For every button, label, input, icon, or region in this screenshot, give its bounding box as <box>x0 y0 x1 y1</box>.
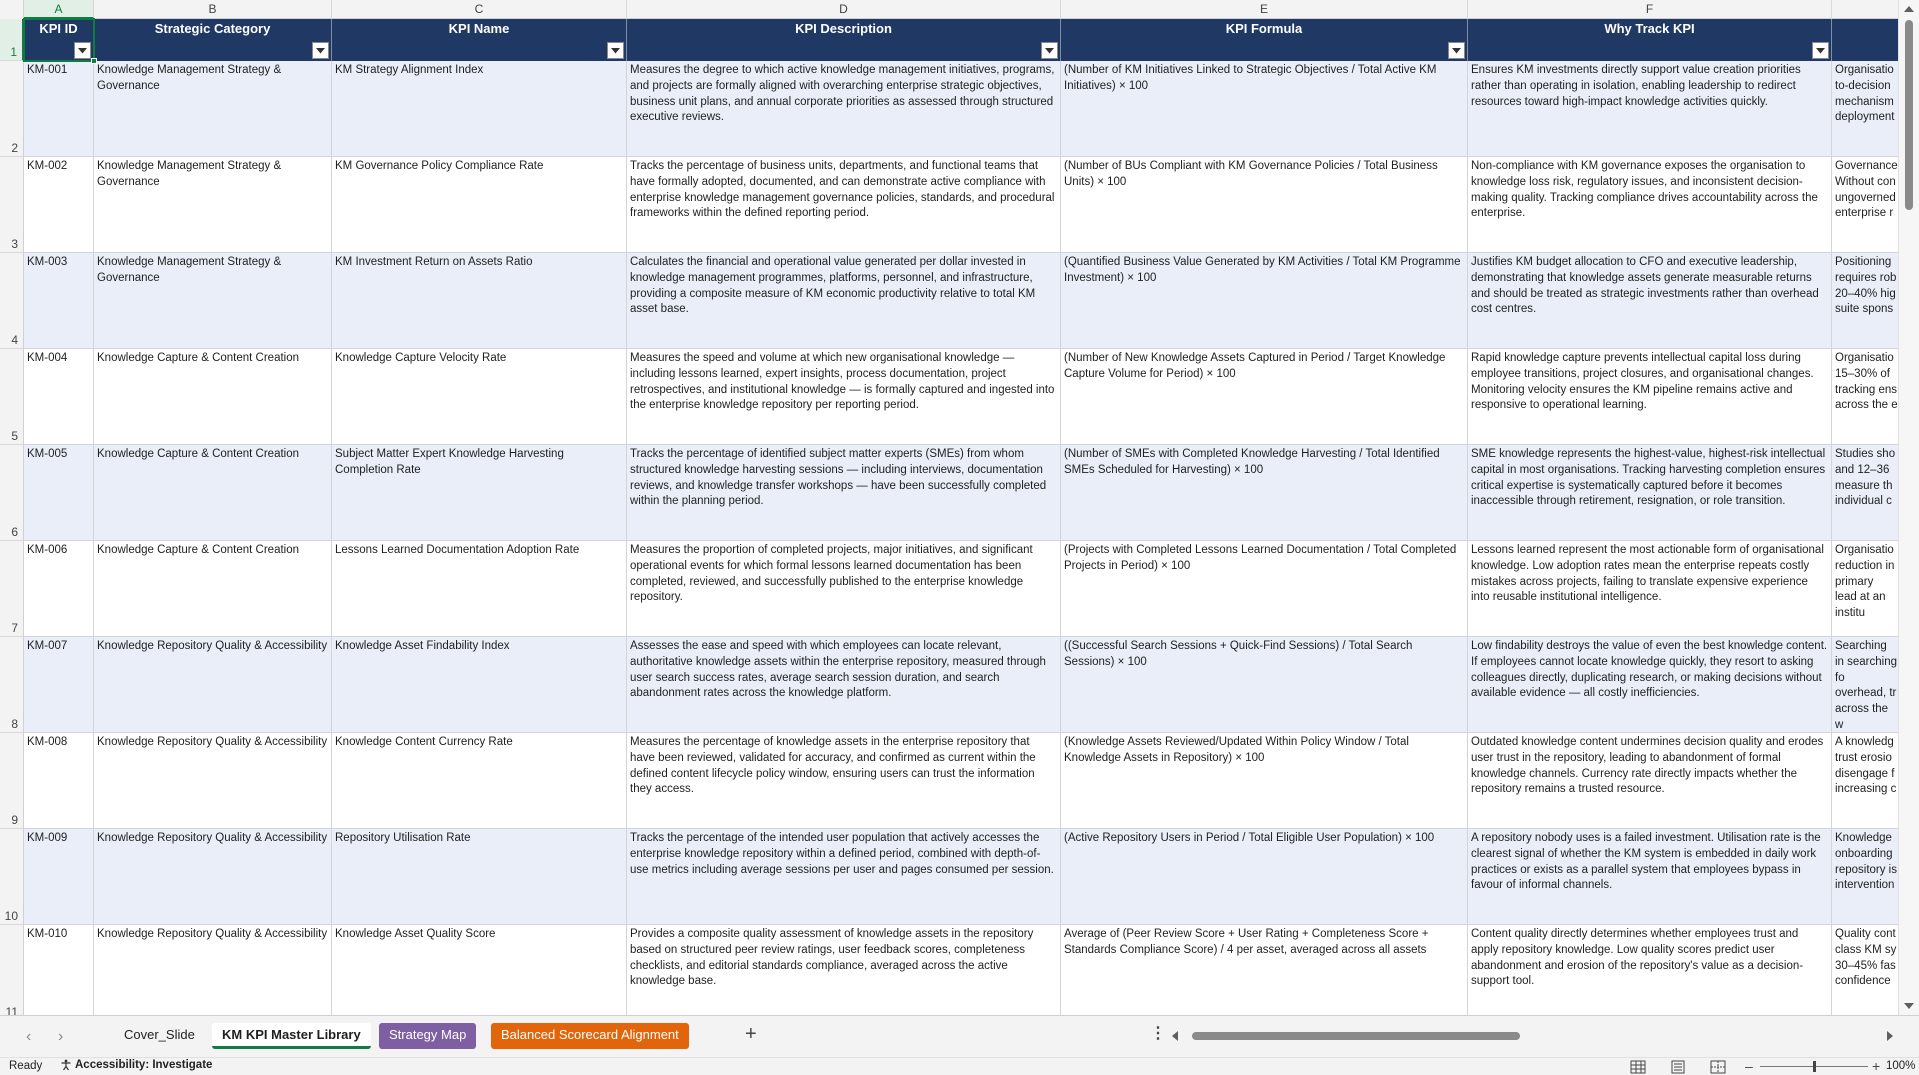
next-sheet-arrow-icon[interactable]: › <box>58 1028 64 1045</box>
sheet-tab-km-kpi-master-library[interactable]: KM KPI Master Library <box>212 1023 371 1049</box>
kpi-id-cell[interactable]: KM-010 <box>24 925 94 1015</box>
overflow-column-cell[interactable]: Governance Without con ungoverned enterprise r <box>1832 157 1898 253</box>
description-cell[interactable]: Measures the degree to which active knowledge management initiatives, programs, and projects are formally aligned with overarching enterprise strategic objectives, business unit plans, and annual corporate priorities as assessed through structured executive reviews. <box>627 61 1061 157</box>
why-track-cell[interactable]: Outdated knowledge content undermines decision quality and erodes user trust in the repository, leading to abandonment of formal knowledge channels. Currency rate directly impacts whether the repository remains a trusted resource. <box>1468 733 1832 829</box>
kpi-name-cell[interactable]: KM Strategy Alignment Index <box>332 61 627 157</box>
zoom-out-button[interactable]: – <box>1745 1058 1753 1074</box>
kpi-id-cell[interactable]: KM-008 <box>24 733 94 829</box>
column-letter-f[interactable]: F <box>1468 0 1832 19</box>
description-cell[interactable]: Tracks the percentage of identified subject matter experts (SMEs) from whom structured knowledge harvesting sessions — including interviews, documentation reviews, and knowledge transfer workshops — have been successfully completed within the planning period. <box>627 445 1061 541</box>
header-strategic-category[interactable] <box>94 19 332 61</box>
why-track-cell[interactable]: Content quality directly determines whether employees trust and apply repository knowledge. Low quality scores predict user abandonment and erosion of the repository's value as a decision-support tool. <box>1468 925 1832 1015</box>
kpi-id-cell[interactable]: KM-004 <box>24 349 94 445</box>
column-letter-d[interactable]: D <box>627 0 1061 19</box>
kpi-name-cell[interactable]: Lessons Learned Documentation Adoption Rate <box>332 541 627 637</box>
category-cell[interactable]: Knowledge Management Strategy & Governance <box>94 157 332 253</box>
column-letter-b[interactable]: B <box>94 0 332 19</box>
header-why-track-kpi[interactable] <box>1468 19 1832 61</box>
filter-dropdown-icon[interactable] <box>1041 42 1058 59</box>
row-number-8[interactable]: 8 <box>0 637 24 733</box>
row-number-1[interactable]: 1 <box>0 19 24 61</box>
row-number-6[interactable]: 6 <box>0 445 24 541</box>
row-number-3[interactable]: 3 <box>0 157 24 253</box>
filter-dropdown-icon[interactable] <box>74 42 91 59</box>
scroll-up-arrow-icon[interactable] <box>1904 6 1914 12</box>
formula-cell[interactable]: (Number of New Knowledge Assets Captured in Period / Target Knowledge Capture Volume for Period) × 100 <box>1061 349 1468 445</box>
row-number-7[interactable]: 7 <box>0 541 24 637</box>
kpi-name-cell[interactable]: Repository Utilisation Rate <box>332 829 627 925</box>
formula-cell[interactable]: ((Successful Search Sessions + Quick-Find Sessions) / Total Search Sessions) × 100 <box>1061 637 1468 733</box>
horizontal-scrollbar[interactable] <box>1170 1030 1895 1042</box>
kpi-name-cell[interactable]: Knowledge Content Currency Rate <box>332 733 627 829</box>
overflow-column-cell[interactable]: Knowledge onboarding repository is intervention <box>1832 829 1898 925</box>
overflow-column-cell[interactable]: Organisatio reduction in primary lead at an institu <box>1832 541 1898 637</box>
row-number-2[interactable]: 2 <box>0 61 24 157</box>
select-all-corner[interactable] <box>0 0 24 19</box>
accessibility-label: Accessibility: Investigate <box>75 1059 213 1071</box>
formula-cell[interactable]: (Number of BUs Compliant with KM Governance Policies / Total Business Units) × 100 <box>1061 157 1468 253</box>
sheet-tab-balanced-scorecard-alignment[interactable]: Balanced Scorecard Alignment <box>491 1023 689 1049</box>
why-track-cell[interactable]: A repository nobody uses is a failed investment. Utilisation rate is the clearest signal of whether the KM system is embedded in daily work practices or exists as a parallel system that employees bypass in favour of informal channels. <box>1468 829 1832 925</box>
overflow-column-cell[interactable]: Studies sho and 12–36 measure th individual c <box>1832 445 1898 541</box>
header-label: Strategic Category <box>154 21 271 36</box>
category-cell[interactable]: Knowledge Capture & Content Creation <box>94 349 332 445</box>
header-label: KPI Formula <box>1225 21 1303 36</box>
overflow-column-cell[interactable]: Organisatio to-decision mechanism deployment <box>1832 61 1898 157</box>
column-letter-e[interactable]: E <box>1061 0 1468 19</box>
header-kpi-id[interactable] <box>24 19 94 61</box>
formula-cell[interactable]: (Number of SMEs with Completed Knowledge Harvesting / Total Identified SMEs Scheduled for Harvesting) × 100 <box>1061 445 1468 541</box>
scroll-down-arrow-icon[interactable] <box>1904 1003 1914 1009</box>
zoom-slider-knob[interactable] <box>1813 1061 1816 1072</box>
vertical-scroll-thumb[interactable] <box>1905 20 1913 210</box>
add-sheet-button[interactable]: + <box>745 1023 757 1045</box>
overflow-column-cell[interactable]: A knowledg trust erosio disengage f increasing c <box>1832 733 1898 829</box>
why-track-cell[interactable]: Ensures KM investments directly support value creation priorities rather than operating in isolation, enabling leadership to redirect resources toward high-impact knowledge activities quickly. <box>1468 61 1832 157</box>
description-cell[interactable]: Measures the proportion of completed projects, major initiatives, and significant operational events for which formal lessons learned documentation has been completed, reviewed, and successfully published to the enterprise knowledge repository. <box>627 541 1061 637</box>
kpi-name-cell[interactable]: Knowledge Capture Velocity Rate <box>332 349 627 445</box>
kpi-id-cell[interactable]: KM-001 <box>24 61 94 157</box>
header-label: Why Track KPI <box>1604 21 1695 36</box>
formula-cell[interactable]: Average of (Peer Review Score + User Rating + Completeness Score + Standards Compliance Score) / 4 per asset, averaged across all assets <box>1061 925 1468 1015</box>
filter-dropdown-icon[interactable] <box>607 42 624 59</box>
row-number-4[interactable]: 4 <box>0 253 24 349</box>
scroll-right-arrow-icon[interactable] <box>1887 1031 1893 1041</box>
header-label: KPI Description <box>795 21 892 36</box>
header-kpi-formula[interactable] <box>1061 19 1468 61</box>
category-cell[interactable]: Knowledge Management Strategy & Governance <box>94 253 332 349</box>
row-number-5[interactable]: 5 <box>0 349 24 445</box>
formula-cell[interactable]: (Knowledge Assets Reviewed/Updated Within Policy Window / Total Knowledge Assets in Repository) × 100 <box>1061 733 1468 829</box>
accessibility-status[interactable] <box>60 1059 212 1071</box>
category-cell[interactable]: Knowledge Management Strategy & Governance <box>94 61 332 157</box>
overflow-column-cell[interactable]: Quality cont class KM sy 30–45% fas confidence <box>1832 925 1898 1015</box>
kpi-id-cell[interactable]: KM-002 <box>24 157 94 253</box>
zoom-in-button[interactable]: + <box>1872 1058 1881 1074</box>
status-ready: Ready <box>9 1060 43 1072</box>
category-cell[interactable]: Knowledge Repository Quality & Accessibility <box>94 829 332 925</box>
header-label: KPI ID <box>39 21 78 36</box>
category-cell[interactable]: Knowledge Repository Quality & Accessibility <box>94 637 332 733</box>
description-cell[interactable]: Tracks the percentage of business units, departments, and functional teams that have formally adopted, documented, and can demonstrate active compliance with enterprise knowledge management governance policies, standards, and procedural frameworks within the defined reporting period. <box>627 157 1061 253</box>
kpi-id-cell[interactable]: KM-005 <box>24 445 94 541</box>
kpi-id-cell[interactable]: KM-007 <box>24 637 94 733</box>
overflow-column-cell[interactable]: Positioning requires rob 20–40% hig suite spons <box>1832 253 1898 349</box>
kpi-name-cell[interactable]: KM Governance Policy Compliance Rate <box>332 157 627 253</box>
kpi-id-cell[interactable]: KM-003 <box>24 253 94 349</box>
why-track-cell[interactable]: SME knowledge represents the highest-value, highest-risk intellectual capital in most organisations. Tracking harvesting completion ensures critical expertise is systematically captured before it becomes inaccessible through retirement, resignation, or role transition. <box>1468 445 1832 541</box>
kpi-name-cell[interactable]: Subject Matter Expert Knowledge Harvesting Completion Rate <box>332 445 627 541</box>
description-cell[interactable]: Tracks the percentage of the intended user population that actively accesses the enterprise knowledge repository within a defined period, combined with depth-of-use metrics including average sessions per user and pages consumed per session. <box>627 829 1061 925</box>
formula-cell[interactable]: (Projects with Completed Lessons Learned Documentation / Total Completed Projects in Period) × 100 <box>1061 541 1468 637</box>
kpi-name-cell[interactable]: Knowledge Asset Findability Index <box>332 637 627 733</box>
formula-cell[interactable]: (Number of KM Initiatives Linked to Strategic Objectives / Total Active KM Initiatives) × 100 <box>1061 61 1468 157</box>
header-label: KPI Name <box>448 21 510 36</box>
filter-dropdown-icon[interactable] <box>312 42 329 59</box>
page-break-preview-icon[interactable] <box>1710 1060 1726 1074</box>
overflow-column-cell[interactable]: Searching in searching fo overhead, tr across the w <box>1832 637 1898 733</box>
more-options-icon[interactable]: ⋮ <box>1150 1025 1166 1042</box>
why-track-cell[interactable]: Non-compliance with KM governance exposes the organisation to knowledge loss risk, regulatory issues, and inconsistent decision-making quality. Tracking compliance drives accountability across the enterprise. <box>1468 157 1832 253</box>
header-overflow-column <box>1832 19 1898 61</box>
header-kpi-name[interactable] <box>332 19 627 61</box>
filter-dropdown-icon[interactable] <box>1812 42 1829 59</box>
category-cell[interactable]: Knowledge Capture & Content Creation <box>94 541 332 637</box>
column-letter-c[interactable]: C <box>332 0 627 19</box>
kpi-id-cell[interactable]: KM-009 <box>24 829 94 925</box>
horizontal-scroll-thumb[interactable] <box>1192 1032 1520 1040</box>
status-bar <box>0 1057 1919 1075</box>
description-cell[interactable]: Provides a composite quality assessment of knowledge assets in the repository based on structured peer review ratings, user feedback scores, completeness checklists, and editorial standards compliance, averaged across the active knowledge base. <box>627 925 1061 1015</box>
prev-sheet-arrow-icon[interactable]: ‹ <box>26 1028 32 1045</box>
page-layout-view-icon[interactable] <box>1670 1060 1686 1074</box>
normal-view-icon[interactable] <box>1630 1060 1646 1074</box>
sheet-tab-cover-slide[interactable]: Cover_Slide <box>124 1027 195 1042</box>
category-cell[interactable]: Knowledge Repository Quality & Accessibility <box>94 733 332 829</box>
zoom-percent[interactable]: 100% <box>1886 1060 1916 1072</box>
row-number-11[interactable]: 11 <box>0 925 24 1015</box>
formula-cell[interactable]: (Quantified Business Value Generated by KM Activities / Total KM Programme Investment) × 100 <box>1061 253 1468 349</box>
overflow-column-cell[interactable]: Organisatio 15–30% of tracking ens across the e <box>1832 349 1898 445</box>
header-kpi-description[interactable] <box>627 19 1061 61</box>
scroll-left-arrow-icon[interactable] <box>1172 1031 1178 1041</box>
category-cell[interactable]: Knowledge Repository Quality & Accessibility <box>94 925 332 1015</box>
why-track-cell[interactable]: Justifies KM budget allocation to CFO and executive leadership, demonstrating that knowledge assets generate measurable returns and should be treated as strategic investments rather than overhead cost centres. <box>1468 253 1832 349</box>
description-cell[interactable]: Measures the speed and volume at which new organisational knowledge — including lessons learned, expert insights, process documentation, project retrospectives, and institutional knowledge — is formally captured and ingested into the enterprise knowledge repository per reporting period. <box>627 349 1061 445</box>
row-number-9[interactable]: 9 <box>0 733 24 829</box>
accessibility-icon <box>60 1059 72 1071</box>
sheet-tabs-bar <box>0 1015 1919 1057</box>
description-cell[interactable]: Assesses the ease and speed with which employees can locate relevant, authoritative knowledge assets within the enterprise repository, measured through user search success rates, average search session duration, and search abandonment rates across the knowledge platform. <box>627 637 1061 733</box>
sheet-tab-strategy-map[interactable]: Strategy Map <box>379 1023 476 1049</box>
kpi-id-cell[interactable]: KM-006 <box>24 541 94 637</box>
vertical-scrollbar[interactable] <box>1898 0 1919 1015</box>
kpi-name-cell[interactable]: KM Investment Return on Assets Ratio <box>332 253 627 349</box>
why-track-cell[interactable]: Rapid knowledge capture prevents intellectual capital loss during employee transitions, project closures, and organisational changes. Monitoring velocity ensures the KM pipeline remains active and responsive to operational learning. <box>1468 349 1832 445</box>
column-letter-a[interactable]: A <box>24 0 94 19</box>
row-number-10[interactable]: 10 <box>0 829 24 925</box>
why-track-cell[interactable]: Low findability destroys the value of even the best knowledge content. If employees cannot locate knowledge quickly, they resort to asking colleagues directly, duplicating research, or making decisions without available evidence — all costly inefficiencies. <box>1468 637 1832 733</box>
filter-dropdown-icon[interactable] <box>1448 42 1465 59</box>
description-cell[interactable]: Measures the percentage of knowledge assets in the enterprise repository that have been reviewed, validated for accuracy, and confirmed as current within the defined content lifecycle policy window, ensuring users can trust the information they access. <box>627 733 1061 829</box>
kpi-name-cell[interactable]: Knowledge Asset Quality Score <box>332 925 627 1015</box>
description-cell[interactable]: Calculates the financial and operational value generated per dollar invested in knowledge management programmes, platforms, personnel, and infrastructure, providing a composite measure of KM economic productivity relative to total KM asset base. <box>627 253 1061 349</box>
why-track-cell[interactable]: Lessons learned represent the most actionable form of organisational knowledge. Low adoption rates mean the enterprise repeats costly mistakes across projects, failing to translate expensive experience into reusable institutional intelligence. <box>1468 541 1832 637</box>
category-cell[interactable]: Knowledge Capture & Content Creation <box>94 445 332 541</box>
formula-cell[interactable]: (Active Repository Users in Period / Total Eligible User Population) × 100 <box>1061 829 1468 925</box>
